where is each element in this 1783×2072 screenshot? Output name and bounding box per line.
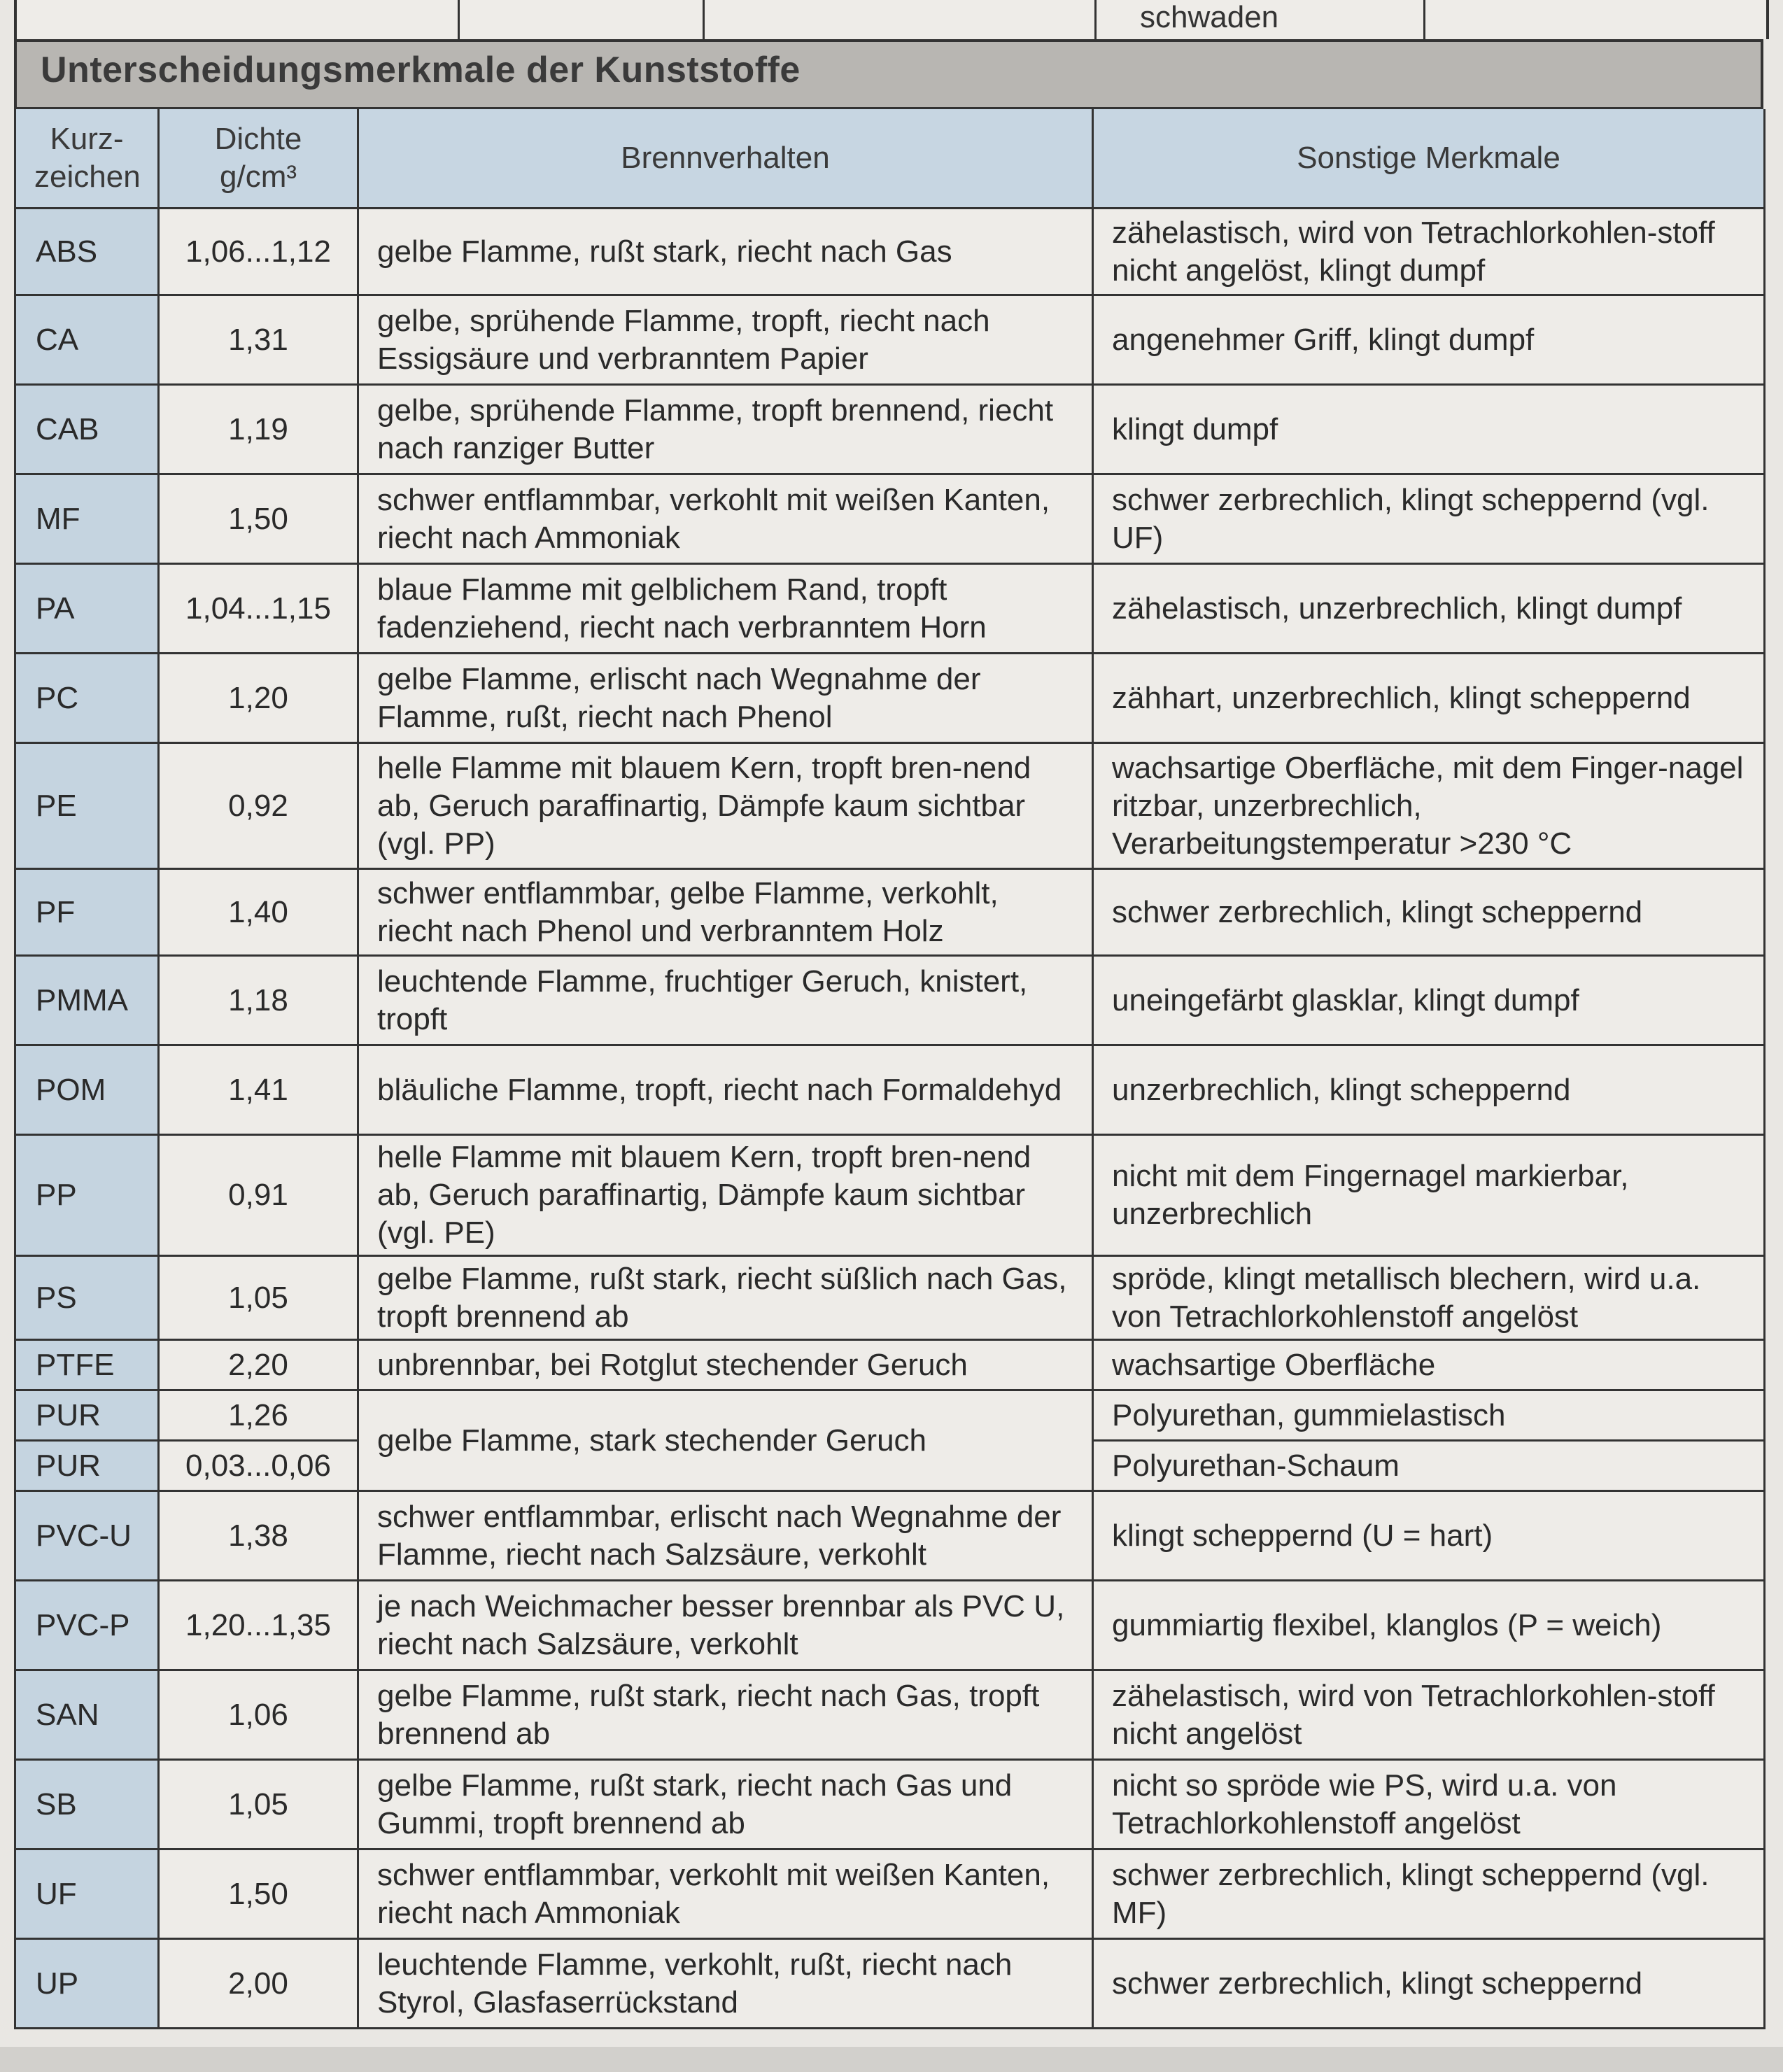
- cell-density: 1,41: [159, 1045, 358, 1135]
- cell-burn: bläuliche Flamme, tropft, riecht nach Formaldehyd: [358, 1045, 1093, 1135]
- cell-density: 1,20: [159, 654, 358, 743]
- cell-density: 0,91: [159, 1135, 358, 1256]
- cell-density: 1,06...1,12: [159, 209, 358, 295]
- cell-density: 1,38: [159, 1491, 358, 1581]
- cell-misc: wachsartige Oberfläche: [1093, 1340, 1765, 1390]
- cell-burn: helle Flamme mit blauem Kern, tropft bren-nend ab, Geruch paraffinartig, Dämpfe kaum sichtbar (vgl. PP): [358, 743, 1093, 869]
- table-row: [15, 1256, 1765, 1340]
- cell-abbr: ABS: [15, 209, 159, 295]
- table-row: [15, 385, 1765, 474]
- cell-abbr: PMMA: [15, 956, 159, 1045]
- cell-abbr: POM: [15, 1045, 159, 1135]
- table-row: [15, 1581, 1765, 1670]
- cell-density: 1,05: [159, 1760, 358, 1849]
- cell-burn: gelbe Flamme, rußt stark, riecht nach Gas, tropft brennend ab: [358, 1670, 1093, 1760]
- cell-abbr: PTFE: [15, 1340, 159, 1390]
- cell-burn: gelbe, sprühende Flamme, tropft, riecht nach Essigsäure und verbranntem Papier: [358, 295, 1093, 385]
- cell-density: 2,00: [159, 1939, 358, 2029]
- cell-abbr: SB: [15, 1760, 159, 1849]
- cell-misc: schwer zerbrechlich, klingt scheppernd (vgl. MF): [1093, 1849, 1765, 1939]
- cell-abbr: PE: [15, 743, 159, 869]
- page-bottom-shade: [0, 2047, 1783, 2072]
- cell-abbr: PS: [15, 1256, 159, 1340]
- cell-abbr: CA: [15, 295, 159, 385]
- cell-burn: schwer entflammbar, verkohlt mit weißen Kanten, riecht nach Ammoniak: [358, 474, 1093, 564]
- table-title-bar: [14, 39, 1763, 109]
- header-misc: Sonstige Merkmale: [1093, 109, 1765, 209]
- cell-misc: zähhart, unzerbrechlich, klingt scheppernd: [1093, 654, 1765, 743]
- cell-misc: nicht mit dem Fingernagel markierbar, unzerbrechlich: [1093, 1135, 1765, 1256]
- cell-burn: gelbe Flamme, stark stechender Geruch: [358, 1390, 1093, 1491]
- cell-burn: schwer entflammbar, gelbe Flamme, verkohlt, riecht nach Phenol und verbranntem Holz: [358, 869, 1093, 956]
- cell-burn: schwer entflammbar, erlischt nach Wegnahme der Flamme, riecht nach Salzsäure, verkohlt: [358, 1491, 1093, 1581]
- previous-table-fragment: [14, 0, 1769, 39]
- cell-density: 1,06: [159, 1670, 358, 1760]
- cell-burn: gelbe Flamme, rußt stark, riecht nach Gas und Gummi, tropft brennend ab: [358, 1760, 1093, 1849]
- table-row: [15, 956, 1765, 1045]
- table-row: [15, 474, 1765, 564]
- cell-abbr: MF: [15, 474, 159, 564]
- cell-abbr: PVC-U: [15, 1491, 159, 1581]
- table-row: [15, 1670, 1765, 1760]
- cell-burn: helle Flamme mit blauem Kern, tropft bren-nend ab, Geruch paraffinartig, Dämpfe kaum sichtbar (vgl. PE): [358, 1135, 1093, 1256]
- cell-burn: gelbe Flamme, erlischt nach Wegnahme der Flamme, rußt, riecht nach Phenol: [358, 654, 1093, 743]
- cell-burn: gelbe, sprühende Flamme, tropft brennend, riecht nach ranziger Butter: [358, 385, 1093, 474]
- cell-abbr: UF: [15, 1849, 159, 1939]
- cell-misc: unzerbrechlich, klingt scheppernd: [1093, 1045, 1765, 1135]
- cell-density: 2,20: [159, 1340, 358, 1390]
- cell-burn: je nach Weichmacher besser brennbar als PVC U, riecht nach Salzsäure, verkohlt: [358, 1581, 1093, 1670]
- header-burn: Brennverhalten: [358, 109, 1093, 209]
- cell-misc: uneingefärbt glasklar, klingt dumpf: [1093, 956, 1765, 1045]
- table-body: [15, 209, 1765, 2029]
- table-row: [15, 654, 1765, 743]
- header-abbr: Kurz- zeichen: [15, 109, 159, 209]
- table-row: [15, 1340, 1765, 1390]
- cell-abbr: SAN: [15, 1670, 159, 1760]
- cell-misc: klingt scheppernd (U = hart): [1093, 1491, 1765, 1581]
- cell-abbr: PA: [15, 564, 159, 654]
- cell-burn: gelbe Flamme, rußt stark, riecht süßlich nach Gas, tropft brennend ab: [358, 1256, 1093, 1340]
- cell-density: 1,50: [159, 1849, 358, 1939]
- cell-misc: klingt dumpf: [1093, 385, 1765, 474]
- cell-abbr: PUR: [15, 1441, 159, 1491]
- cell-misc: angenehmer Griff, klingt dumpf: [1093, 295, 1765, 385]
- cell-misc: gummiartig flexibel, klanglos (P = weich): [1093, 1581, 1765, 1670]
- cell-misc: zähelastisch, unzerbrechlich, klingt dumpf: [1093, 564, 1765, 654]
- cell-density: 1,31: [159, 295, 358, 385]
- cell-burn: leuchtende Flamme, verkohlt, rußt, riecht nach Styrol, Glasfaserrückstand: [358, 1939, 1093, 2029]
- cell-density: 1,19: [159, 385, 358, 474]
- cell-burn: leuchtende Flamme, fruchtiger Geruch, knistert, tropft: [358, 956, 1093, 1045]
- cell-abbr: CAB: [15, 385, 159, 474]
- table-row: [15, 1135, 1765, 1256]
- table-row: [15, 743, 1765, 869]
- cell-abbr: PC: [15, 654, 159, 743]
- table-title: Unterscheidungsmerkmale der Kunststoffe: [41, 50, 801, 90]
- cell-misc: zähelastisch, wird von Tetrachlorkohlen-stoff nicht angelöst, klingt dumpf: [1093, 209, 1765, 295]
- header-density: Dichte g/cm³: [159, 109, 358, 209]
- table-row: [15, 295, 1765, 385]
- cell-abbr: PP: [15, 1135, 159, 1256]
- cell-burn: blaue Flamme mit gelblichem Rand, tropft fadenziehend, riecht nach verbranntem Horn: [358, 564, 1093, 654]
- cell-misc: schwer zerbrechlich, klingt scheppernd: [1093, 1939, 1765, 2029]
- cell-density: 1,40: [159, 869, 358, 956]
- cell-density: 0,92: [159, 743, 358, 869]
- cell-misc: Polyurethan, gummielastisch: [1093, 1390, 1765, 1441]
- cell-abbr: PVC-P: [15, 1581, 159, 1670]
- fragment-divider: [703, 0, 705, 39]
- fragment-text: schwaden: [1140, 0, 1279, 34]
- cell-misc: wachsartige Oberfläche, mit dem Finger-nagel ritzbar, unzerbrechlich, Verarbeitungstemperatur >230 °C: [1093, 743, 1765, 869]
- table-row: [15, 1939, 1765, 2029]
- cell-misc: schwer zerbrechlich, klingt scheppernd (vgl. UF): [1093, 474, 1765, 564]
- cell-misc: spröde, klingt metallisch blechern, wird u.a. von Tetrachlorkohlenstoff angelöst: [1093, 1256, 1765, 1340]
- table-row: [15, 209, 1765, 295]
- cell-density: 1,20...1,35: [159, 1581, 358, 1670]
- plastics-properties-table: [14, 109, 1766, 2029]
- cell-abbr: UP: [15, 1939, 159, 2029]
- cell-misc: nicht so spröde wie PS, wird u.a. von Tetrachlorkohlenstoff angelöst: [1093, 1760, 1765, 1849]
- cell-density: 1,05: [159, 1256, 358, 1340]
- cell-density: 1,26: [159, 1390, 358, 1441]
- table-header-row: [15, 109, 1765, 209]
- fragment-divider: [1423, 0, 1425, 39]
- table-row: [15, 1045, 1765, 1135]
- cell-abbr: PUR: [15, 1390, 159, 1441]
- table-row: [15, 1390, 1765, 1441]
- table-row: [15, 869, 1765, 956]
- cell-burn: unbrennbar, bei Rotglut stechender Geruch: [358, 1340, 1093, 1390]
- cell-misc: schwer zerbrechlich, klingt scheppernd: [1093, 869, 1765, 956]
- table-row: [15, 1849, 1765, 1939]
- cell-abbr: PF: [15, 869, 159, 956]
- fragment-divider: [1094, 0, 1097, 39]
- table-row: [15, 564, 1765, 654]
- cell-misc: zähelastisch, wird von Tetrachlorkohlen-stoff nicht angelöst: [1093, 1670, 1765, 1760]
- cell-burn: schwer entflammbar, verkohlt mit weißen Kanten, riecht nach Ammoniak: [358, 1849, 1093, 1939]
- cell-misc: Polyurethan-Schaum: [1093, 1441, 1765, 1491]
- cell-density: 0,03...0,06: [159, 1441, 358, 1491]
- cell-density: 1,50: [159, 474, 358, 564]
- cell-density: 1,18: [159, 956, 358, 1045]
- fragment-divider: [458, 0, 460, 39]
- table-row: [15, 1491, 1765, 1581]
- cell-density: 1,04...1,15: [159, 564, 358, 654]
- table-row: [15, 1760, 1765, 1849]
- cell-burn: gelbe Flamme, rußt stark, riecht nach Gas: [358, 209, 1093, 295]
